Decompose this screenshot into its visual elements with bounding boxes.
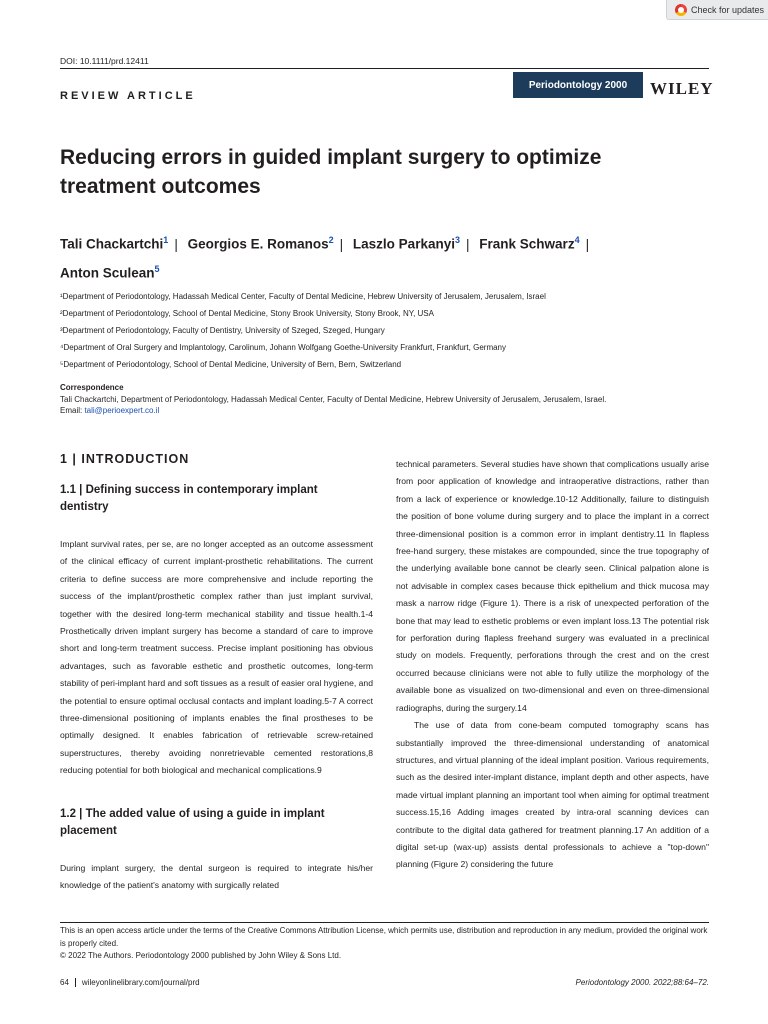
crossmark-icon: [675, 4, 687, 16]
correspondence-heading: Correspondence: [60, 383, 124, 392]
body-paragraph: During implant surgery, the dental surgeon is required to integrate his/her knowledge of the patient's anatomy with surgically related: [60, 862, 373, 891]
author-affil-ref[interactable]: 5: [154, 263, 160, 274]
journal-name-box: Periodontology 2000: [513, 72, 643, 98]
author-name[interactable]: Georgios E. Romanos: [187, 236, 329, 252]
license-text: This is an open access article under the terms of the Creative Commons Attribution License, which permits use, distribution and reproduction in any medium, provided the original work is properly cited.: [60, 926, 708, 948]
email-link[interactable]: tali@perioexpert.co.il: [84, 406, 160, 415]
author-list: Tali Chackartchi$^1$ | Georgios E. Romanos$^2$ | Laszlo Parkanyi$^3$ | Frank Schwarz$^4$ | Anton Sculean$^5$: [60, 235, 590, 280]
affiliation: ⁵Department of Periodontology, School of Dental Medicine, University of Bern, Bern, Switzerland: [60, 360, 402, 369]
subsection-heading: 1.1 | Defining success in contemporary implant dentistry: [60, 484, 318, 513]
author-affil-ref[interactable]: 2: [328, 235, 334, 245]
publisher-logo: WILEY: [650, 79, 714, 98]
correspondence-text: Tali Chackartchi, Department of Periodontology, Hadassah Medical Center, Faculty of Dental Medicine, Hebrew University of Jerusalem, Jerusalem, Israel.: [60, 394, 607, 404]
author-affil-ref[interactable]: 4: [574, 235, 580, 245]
copyright-text: © 2022 The Authors. Periodontology 2000 published by John Wiley & Sons Ltd.: [60, 951, 342, 960]
author-affil-ref[interactable]: 3: [454, 235, 460, 245]
email-label: Email:: [60, 406, 85, 415]
affiliation: ²Department of Periodontology, School of Dental Medicine, Stony Brook University, Stony Brook, NY, USA: [60, 309, 434, 318]
body-paragraph: Implant survival rates, per se, are no longer accepted as an outcome assessment of the clinical efficacy of current implant-prosthetic rehabilitations. The current criteria to define success are more comprehensive and include reporting the success of the implant/prosthetic complex rather than just implant survival, together with the desired long-term mechanical stability and tissue health.1-4 Prosthetically driven implant surgery has become a standard of care to improve short and long-term treatment success. Precise implant positioning has obvious advantages, such as favorable esthetic and prosthetic outcomes, long-term stability of peri-implant hard and soft tissues as a result of easier oral hygiene, and the potential to ensure optimal occlusal contacts and implant loading.5-7 A correct three-dimensional positioning of implants enables the final prostheses to be optimally designed. It enables fabrication of retrievable screw-retained superstructures, thereby avoiding nonretrievable cemented restorations,8 reducing potential for both biological and mechanical complications.9: [60, 539, 373, 776]
page-number: 64: [60, 978, 69, 987]
section-heading: 1 | INTRODUCTION: [60, 452, 190, 466]
body-paragraph: The use of data from cone-beam computed tomography scans has substantially improved the three-dimensional understanding of anatomical structures, and virtual planning of the ideal implant position. Various requirements, such as the desired inter-implant distance, implant depth and other aspects, have made virtual implant planning an important tool when aiming for optimal treatment success.15,16 Adding images created by intra-oral scanning devices can contribute to the digital data gathered for treatment planning.17 An addition of a digital set-up (wax-up) assists dental professionals to achieve a "top-down" planning (Figure 2) considering the future: [396, 720, 709, 870]
doi[interactable]: DOI: 10.1111/prd.12411: [60, 56, 149, 66]
article-title: Reducing errors in guided implant surgery to optimize treatment outcomes: [60, 146, 602, 198]
journal-url[interactable]: wileyonlinelibrary.com/journal/prd: [75, 978, 200, 987]
author-name[interactable]: Frank Schwarz: [479, 236, 575, 252]
affiliation: ¹Department of Periodontology, Hadassah Medical Center, Faculty of Dental Medicine, Hebrew University of Jerusalem, Jerusalem, Israel: [60, 292, 546, 301]
subsection-heading: 1.2 | The added value of using a guide in implant placement: [60, 807, 325, 837]
check-for-updates-badge[interactable]: [666, 0, 768, 20]
author-name[interactable]: Tali Chackartchi: [60, 236, 164, 252]
right-column: [396, 456, 709, 874]
affiliation: ³Department of Periodontology, Faculty of Dentistry, University of Szeged, Szeged, Hungary: [60, 326, 385, 335]
left-column: [60, 452, 373, 895]
license-footnote: [60, 925, 709, 963]
header-rule: [60, 68, 709, 69]
article-type: REVIEW ARTICLE: [60, 90, 196, 102]
body-paragraph: technical parameters. Several studies have shown that complications usually arise from poor application of knowledge and intraoperative distractions, rather than from a lack of experience or knowledge.10-12 Additionally, failure to distinguish the position of bone volume during surgery and to place the implant in a correct three-dimensional position is a common error in implant dentistry.11 In flapless free-hand surgery, these mistakes are compounded, since the true topography of the underlying available bone cannot be clearly seen. Clinical palpation alone is not advisable in complex cases because thick epithelium and thick mucosa may mask a narrow ridge (Figure 1). There is a risk of unexpected perforation of the bone that may lead to esthetic problems or even implant loss.13 The potential risk for perforation during flapless freehand surgery was evaluated in a preclinical study on models. Frequently, perforations through the crest and on the crest occurred because clinicians were not able to fully utilize the morphology of the available bone as visualized on two-dimensional and even on three-dimensional radiographs, during the surgery.14: [396, 459, 709, 713]
correspondence: [60, 382, 720, 417]
check-for-updates-label: Check for updates: [691, 4, 765, 15]
author-name[interactable]: Anton Sculean: [60, 265, 155, 280]
affiliations: [60, 288, 720, 373]
author-affil-ref[interactable]: 1: [163, 235, 169, 245]
author-name[interactable]: Laszlo Parkanyi: [352, 236, 455, 252]
footnote-rule: [60, 922, 709, 923]
affiliation: ⁴Department of Oral Surgery and Implantology, Carolinum, Johann Wolfgang Goethe-University Frankfurt, Frankfurt, Germany: [60, 343, 506, 352]
page-footer: [60, 978, 709, 987]
citation: Periodontology 2000. 2022;88:64–72.: [575, 978, 709, 987]
